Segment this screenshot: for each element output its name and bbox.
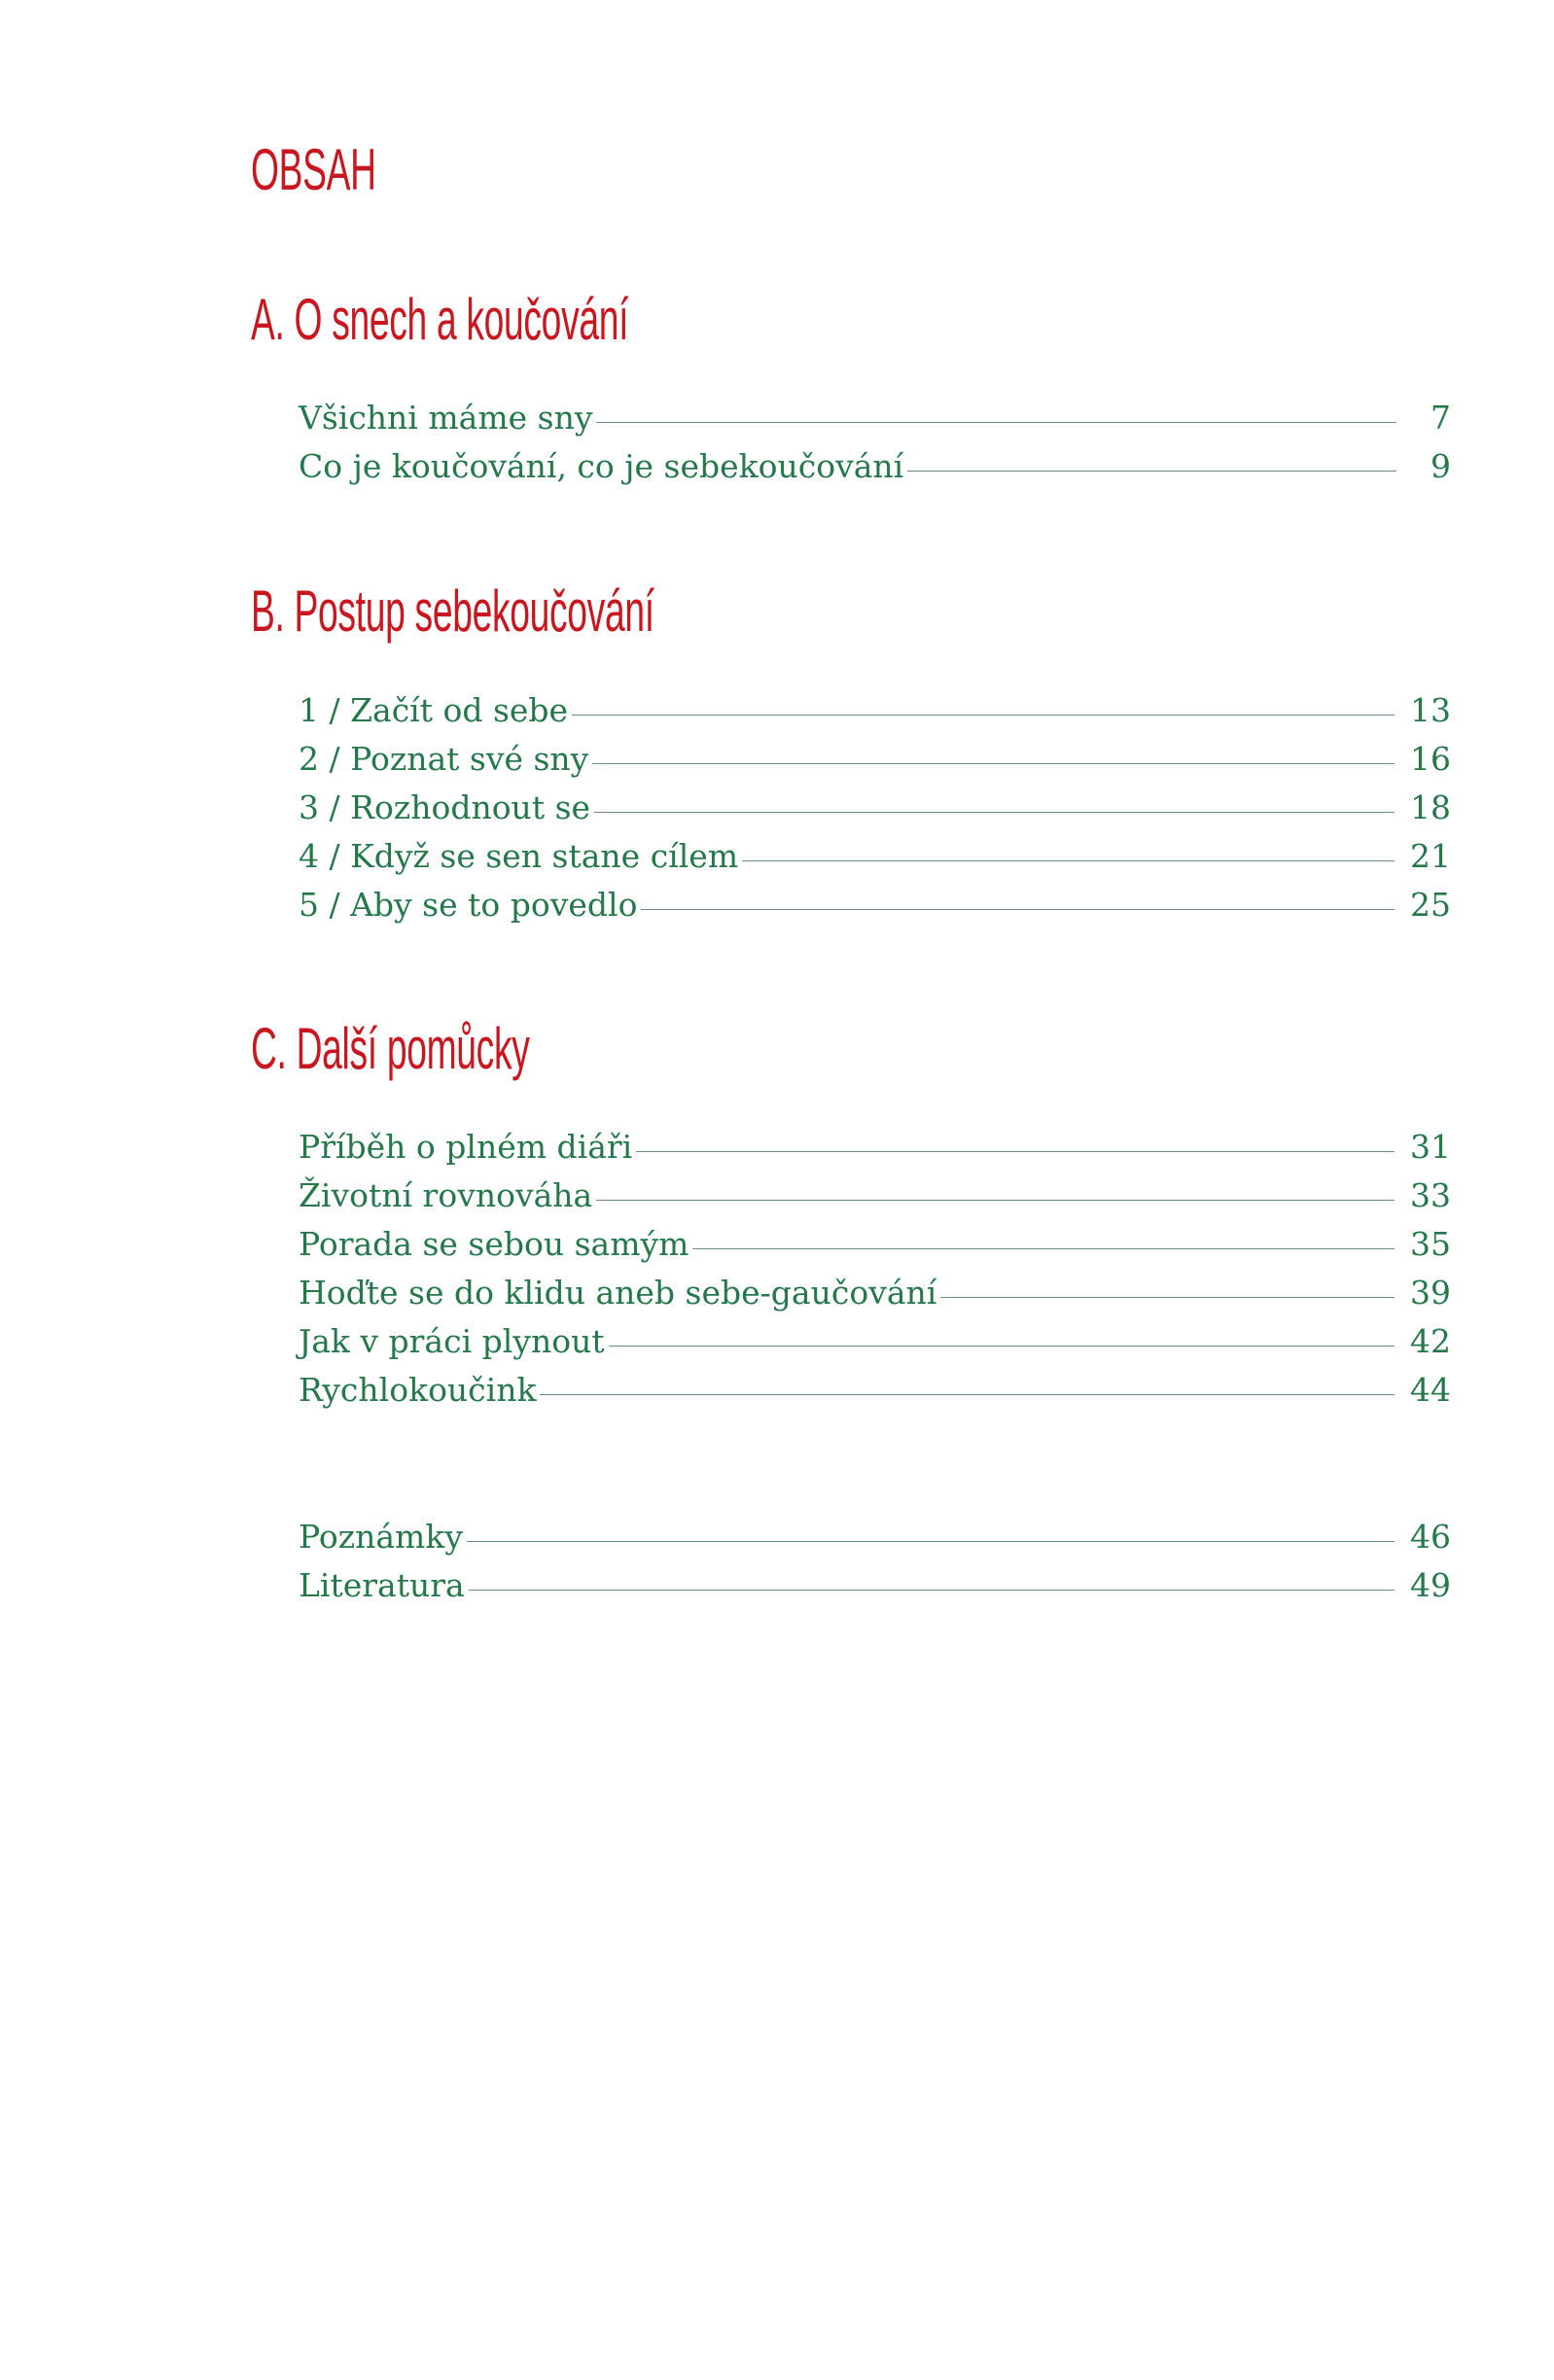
entry-title: 3 / Rozhodnout se: [299, 788, 591, 826]
page-number: 16: [1410, 740, 1451, 778]
entry-title: 4 / Když se sen stane cílem: [299, 837, 739, 875]
page-number: 42: [1410, 1322, 1451, 1360]
toc-entry[interactable]: [299, 1172, 1451, 1220]
entry-title: Co je koučování, co je sebekoučování: [299, 447, 904, 485]
entry-title: 1 / Začít od sebe: [299, 691, 569, 729]
toc-entry[interactable]: [299, 1269, 1451, 1317]
section-c-entries: [299, 1123, 1451, 1415]
toc-entry[interactable]: [299, 735, 1451, 784]
page-number: 31: [1410, 1128, 1451, 1166]
entry-title: Životní rovnováha: [299, 1176, 593, 1214]
contents-title: OBSAH: [251, 137, 376, 202]
page-number: 35: [1410, 1225, 1451, 1263]
entry-title: Literatura: [299, 1566, 465, 1604]
back-matter-entries: [299, 1513, 1451, 1610]
page-number: 18: [1410, 788, 1451, 826]
entry-title: Příběh o plném diáři: [299, 1128, 633, 1166]
dot-leader: [596, 422, 1396, 423]
dot-leader: [592, 763, 1395, 764]
toc-entry[interactable]: [299, 1220, 1451, 1269]
page-number: 46: [1410, 1518, 1451, 1556]
toc-entry[interactable]: [299, 881, 1451, 929]
entry-title: Rychlokoučink: [299, 1371, 537, 1409]
page-number: 49: [1410, 1566, 1451, 1604]
dot-leader: [594, 812, 1395, 813]
dot-leader: [692, 1248, 1395, 1249]
entry-title: Hoďte se do klidu aneb sebe-gaučování: [299, 1274, 937, 1312]
page-number: 21: [1410, 837, 1451, 875]
dot-leader: [467, 1541, 1395, 1542]
section-a-entries: [299, 394, 1451, 491]
dot-leader: [742, 860, 1395, 861]
entry-title: 5 / Aby se to povedlo: [299, 886, 638, 924]
page-number: 9: [1430, 447, 1451, 485]
section-heading-b: B. Postup sebekoučování: [251, 578, 654, 644]
toc-entry[interactable]: [299, 784, 1451, 832]
dot-leader: [469, 1590, 1395, 1591]
entry-title: 2 / Poznat své sny: [299, 740, 589, 778]
page-number: 33: [1410, 1176, 1451, 1214]
dot-leader: [940, 1297, 1395, 1298]
page-number: 25: [1410, 886, 1451, 924]
entry-title: Jak v práci plynout: [299, 1322, 605, 1360]
dot-leader: [596, 1200, 1395, 1201]
toc-entry[interactable]: [299, 394, 1451, 442]
dot-leader: [641, 909, 1395, 910]
toc-entry[interactable]: [299, 1366, 1451, 1415]
entry-title: Porada se sebou samým: [299, 1225, 689, 1263]
toc-entry[interactable]: [299, 1123, 1451, 1172]
entry-title: Všichni máme sny: [299, 399, 593, 437]
entry-title: Poznámky: [299, 1518, 463, 1556]
toc-entry[interactable]: [299, 442, 1451, 491]
section-b-entries: [299, 686, 1451, 929]
toc-entry[interactable]: [299, 686, 1451, 735]
page-number: 44: [1410, 1371, 1451, 1409]
toc-entry[interactable]: [299, 1561, 1451, 1610]
dot-leader: [572, 715, 1395, 716]
dot-leader: [907, 471, 1396, 472]
section-heading-c: C. Další pomůcky: [251, 1016, 530, 1081]
dot-leader: [609, 1346, 1395, 1347]
page-number: 13: [1410, 691, 1451, 729]
page-number: 39: [1410, 1274, 1451, 1312]
dot-leader: [636, 1151, 1395, 1152]
toc-entry[interactable]: [299, 1513, 1451, 1561]
section-heading-a: A. O snech a koučování: [251, 287, 629, 352]
toc-entry[interactable]: [299, 1317, 1451, 1366]
toc-entry[interactable]: [299, 832, 1451, 881]
page-number: 7: [1430, 399, 1451, 437]
dot-leader: [540, 1394, 1395, 1395]
